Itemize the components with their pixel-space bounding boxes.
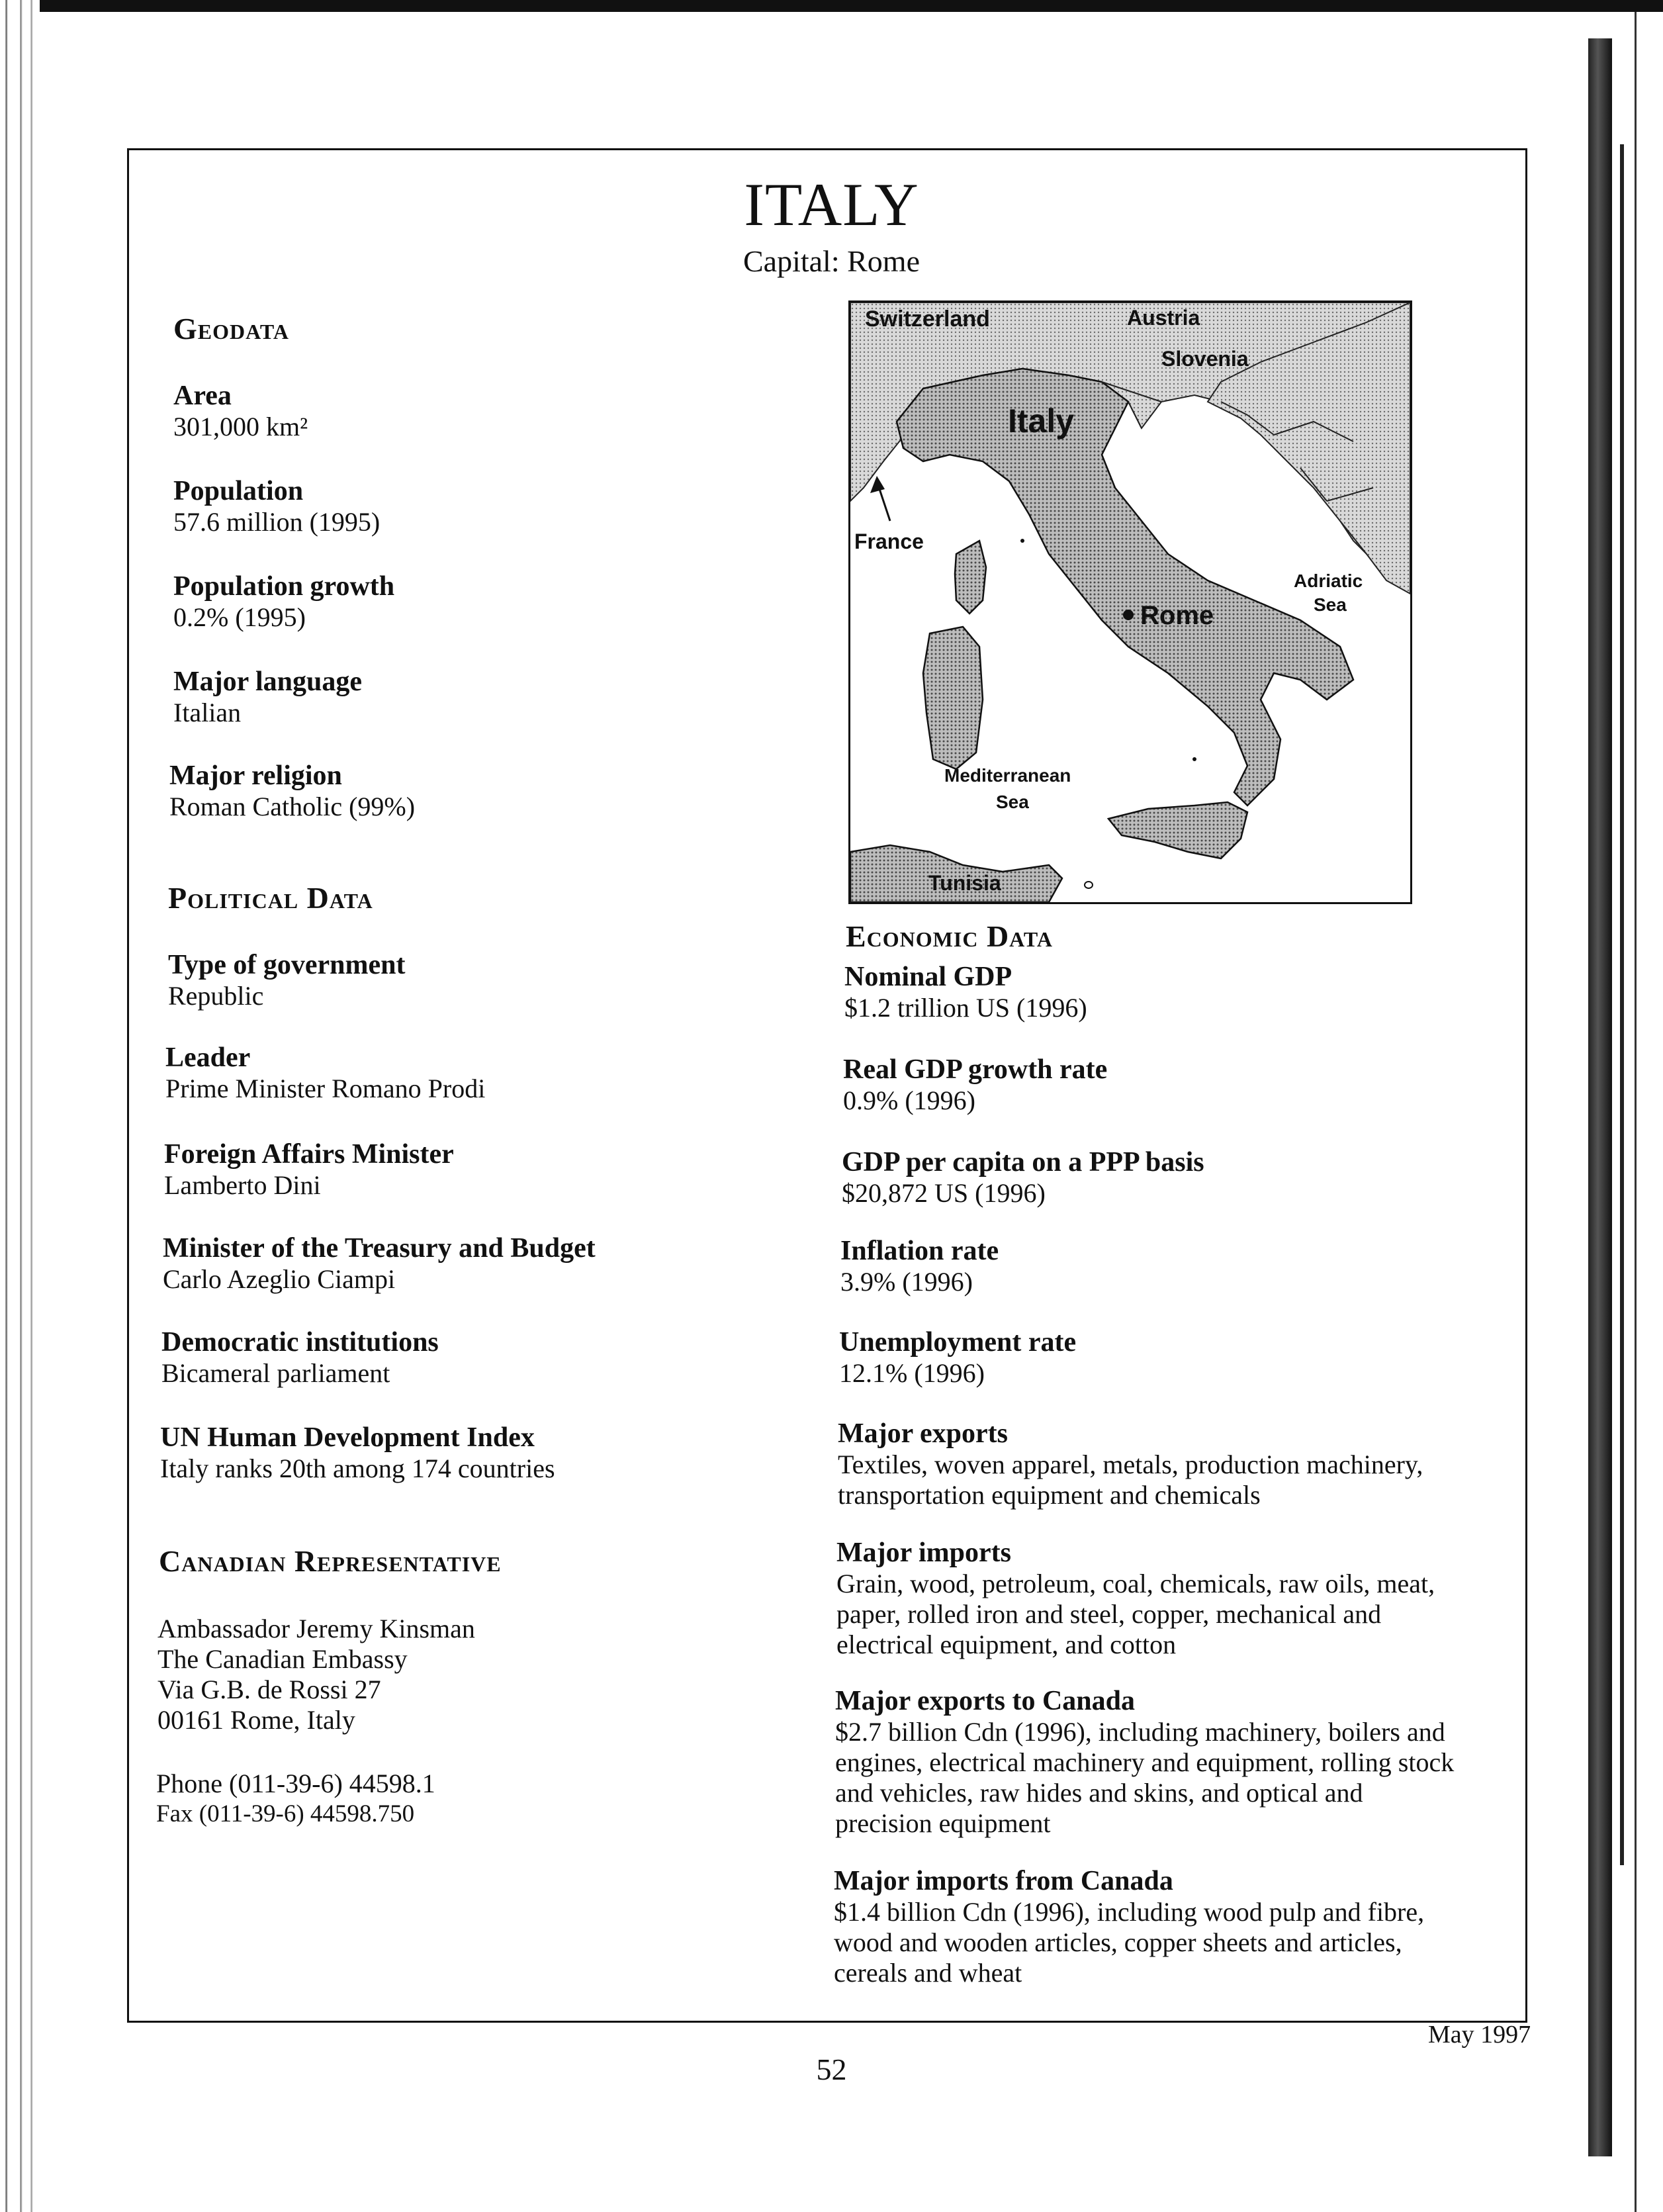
- address-line: The Canadian Embassy: [157, 1644, 408, 1674]
- field-value: $1.4 billion Cdn (1996), including wood pulp and fibre,: [834, 1897, 1425, 1927]
- fax-number: Fax (011-39-6) 44598.750: [156, 1800, 415, 1827]
- economic-gdp-per-capita: [842, 1146, 1204, 1209]
- economic-major-imports: [836, 1537, 1435, 1660]
- field-value: precision equipment: [835, 1808, 1051, 1838]
- field-value: Grain, wood, petroleum, coal, chemicals, raw oils, meat,: [836, 1569, 1435, 1598]
- field-value: Bicameral parliament: [161, 1358, 390, 1388]
- page-title: ITALY: [744, 171, 919, 238]
- field-label: GDP per capita on a PPP basis: [842, 1147, 1204, 1177]
- address-line: 00161 Rome, Italy: [157, 1705, 355, 1735]
- map-label-rome: Rome: [1140, 601, 1214, 630]
- field-value: cereals and wheat: [834, 1958, 1022, 1988]
- field-label: Type of government: [168, 950, 406, 980]
- page-number: 52: [816, 2052, 847, 2086]
- embassy-address: [157, 1614, 475, 1735]
- field-value: Prime Minister Romano Prodi: [165, 1074, 486, 1103]
- rome-marker: [1123, 610, 1134, 620]
- field-value: $1.2 trillion US (1996): [844, 993, 1087, 1023]
- field-value: electrical equipment, and cotton: [836, 1630, 1177, 1659]
- capital-subtitle: Capital: Rome: [742, 244, 920, 278]
- address-line: Ambassador Jeremy Kinsman: [157, 1614, 475, 1643]
- italy-map: [848, 300, 1412, 904]
- field-value: 3.9% (1996): [840, 1267, 973, 1297]
- political-institutions: [161, 1326, 439, 1389]
- field-value: $2.7 billion Cdn (1996), including machinery, boilers and: [835, 1717, 1445, 1747]
- economic-inflation: [840, 1235, 999, 1297]
- political-government: [168, 949, 406, 1011]
- geodata-heading: Geodata: [173, 312, 289, 346]
- field-label: Inflation rate: [840, 1236, 999, 1266]
- map-label-tunisia: Tunisia: [928, 871, 1001, 895]
- field-label: UN Human Development Index: [160, 1422, 535, 1453]
- field-value: transportation equipment and chemicals: [838, 1480, 1261, 1510]
- field-label: Leader: [165, 1042, 251, 1073]
- embassy-contact: [156, 1769, 435, 1829]
- italy-map-svg: [850, 302, 1410, 902]
- field-value: 12.1% (1996): [839, 1358, 985, 1388]
- field-value: Carlo Azeglio Ciampi: [163, 1264, 396, 1294]
- field-value: 0.9% (1996): [843, 1085, 975, 1115]
- field-value: wood and wooden articles, copper sheets and articles,: [834, 1927, 1402, 1957]
- field-label: Major exports to Canada: [835, 1686, 1136, 1716]
- island: [1192, 757, 1196, 761]
- field-value: 57.6 million (1995): [173, 507, 381, 537]
- geodata-area: [173, 380, 308, 442]
- map-label-italy: Italy: [1008, 402, 1075, 439]
- field-label: Foreign Affairs Minister: [164, 1139, 454, 1170]
- field-value: Italy ranks 20th among 174 countries: [160, 1453, 555, 1483]
- field-value: engines, electrical machinery and equipment, rolling stock: [835, 1747, 1455, 1777]
- economic-heading: Economic Data: [846, 919, 1053, 953]
- publication-date: May 1997: [1428, 2021, 1531, 2049]
- field-value: Republic: [168, 981, 264, 1011]
- political-leader: [165, 1042, 485, 1104]
- economic-real-gdp-growth: [843, 1054, 1107, 1116]
- map-label-slovenia: Slovenia: [1161, 347, 1249, 371]
- economic-imports-from-canada: [834, 1865, 1424, 1988]
- geodata-population-growth: [173, 571, 394, 633]
- phone-number: Phone (011-39-6) 44598.1: [156, 1769, 435, 1798]
- geodata-religion: [169, 760, 415, 822]
- map-label-mediterranean-sea: Sea: [996, 792, 1029, 812]
- field-label: Population: [173, 476, 304, 506]
- field-value: Lamberto Dini: [164, 1170, 321, 1200]
- political-foreign-minister: [164, 1138, 454, 1201]
- island: [1085, 882, 1093, 888]
- field-value: and vehicles, raw hides and skins, and optical and: [835, 1778, 1363, 1808]
- field-label: Population growth: [173, 571, 395, 602]
- economic-nominal-gdp: [844, 961, 1087, 1023]
- geodata-population: [173, 475, 380, 537]
- sardinia: [923, 627, 983, 769]
- field-label: Major religion: [169, 760, 342, 791]
- field-label: Real GDP growth rate: [843, 1054, 1108, 1085]
- map-label-austria: Austria: [1127, 306, 1200, 330]
- political-treasury-minister: [163, 1232, 596, 1295]
- economic-unemployment: [839, 1326, 1076, 1389]
- map-label-switzerland: Switzerland: [865, 306, 990, 332]
- map-label-france: France: [854, 530, 924, 553]
- economic-major-exports: [838, 1418, 1423, 1510]
- corsica: [955, 541, 986, 614]
- political-heading: Political Data: [168, 881, 373, 915]
- political-hdi: [160, 1422, 555, 1484]
- field-value: Roman Catholic (99%): [169, 792, 416, 821]
- field-label: Major exports: [838, 1418, 1008, 1449]
- field-label: Major imports: [836, 1538, 1011, 1568]
- field-label: Democratic institutions: [161, 1327, 439, 1358]
- field-label: Unemployment rate: [839, 1327, 1077, 1358]
- field-value: paper, rolled iron and steel, copper, mechanical and: [836, 1599, 1382, 1629]
- field-label: Major imports from Canada: [834, 1866, 1173, 1896]
- field-value: 301,000 km²: [173, 412, 308, 441]
- scan-edge-top: [0, 0, 1663, 12]
- map-label-adriatic-sea: Sea: [1314, 594, 1347, 615]
- field-value: 0.2% (1995): [173, 602, 306, 632]
- map-label-mediterranean: Mediterranean: [944, 765, 1071, 786]
- address-line: Via G.B. de Rossi 27: [157, 1675, 381, 1704]
- field-label: Area: [173, 381, 232, 411]
- field-label: Minister of the Treasury and Budget: [163, 1233, 596, 1264]
- field-value: Italian: [173, 698, 242, 727]
- scan-edge-right: [1588, 12, 1663, 2212]
- field-value: $20,872 US (1996): [842, 1178, 1046, 1208]
- field-label: Major language: [173, 667, 363, 697]
- economic-exports-to-canada: [835, 1685, 1454, 1839]
- scan-edge-left: [0, 0, 40, 2212]
- map-label-adriatic: Adriatic: [1294, 571, 1363, 591]
- geodata-language: [173, 666, 362, 728]
- field-value: Textiles, woven apparel, metals, production machinery,: [838, 1450, 1423, 1479]
- canadian-heading: Canadian Representative: [159, 1544, 502, 1578]
- island: [1020, 539, 1024, 543]
- field-label: Nominal GDP: [844, 962, 1012, 992]
